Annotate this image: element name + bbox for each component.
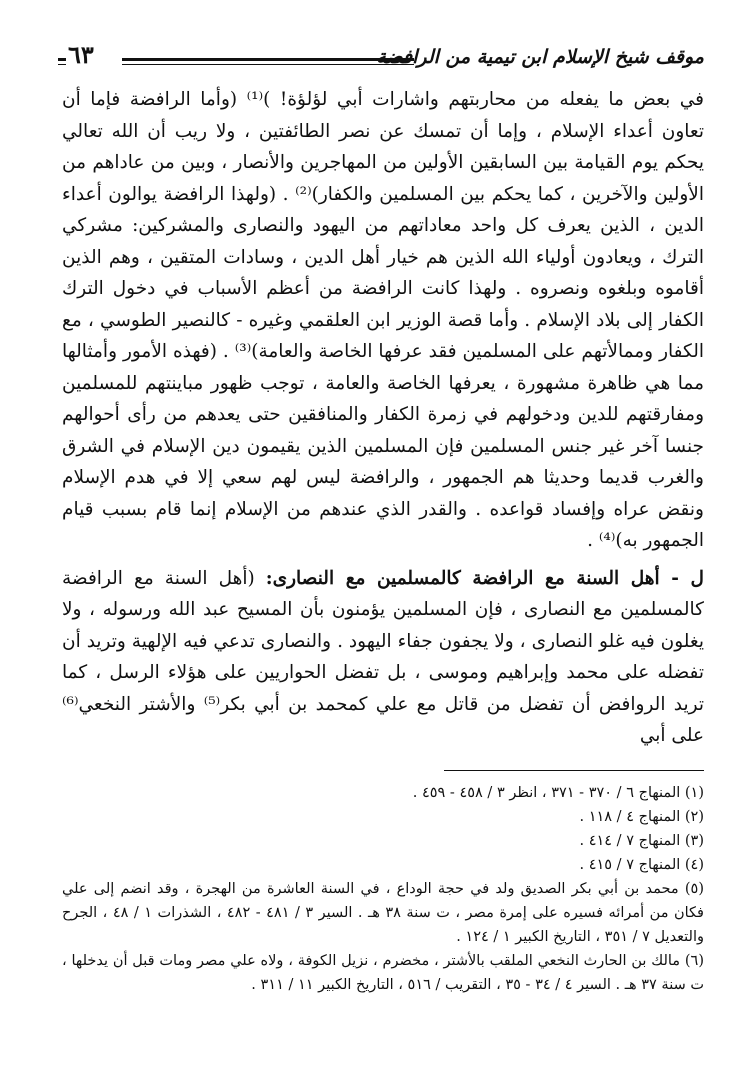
header-rule xyxy=(122,58,414,65)
main-text xyxy=(62,78,704,752)
header-title: موقف شيخ الإسلام ابن تيمية من الرافضة xyxy=(376,46,704,68)
paragraph-1: في بعض ما يفعله من محاربتهم واشارات أبي لؤلؤة! )⁽¹⁾ (وأما الرافضة فإما أن تعاون أعداء الإسلام ، وإما أن تمسك عن نصر الطائفتين ، ولا ريب أن الله تعالي يحكم يوم القيامة بين السابقين الأولين من المهاجرين والأنصار ، وبين من عاداهم من الأولين والآخرين ، كما يحكم بين المسلمين والكفار)⁽²⁾ . (ولهذا الرافضة يوالون أعداء الدين ، الذين يعرف كل واحد معاداتهم من اليهود والنصارى والمشركين: مشركي الترك ، ويعادون أولياء الله الذين هم خيار أهل الدين ، وسادات المتقين ، وهم الذين أقاموه وبلغوه ونصروه . ولهذا كانت الرافضة من أعظم الأسباب في دخول الترك الكفار إلى بلاد الإسلام . وأما قصة الوزير ابن العلقمي وغيره - كالنصير الطوسي ، مع الكفار وممالأتهم على المسلمين فقد عرفها الخاصة والعامة)⁽³⁾ . (فهذه الأمور وأمثالها مما هي ظاهرة مشهورة ، يعرفها الخاصة والعامة ، توجب ظهور مباينتهم للمسلمين ومفارقتهم للدين ودخولهم في زمرة الكفار والمنافقين حتى يعدهم من رأى أحوالهم جنسا آخر غير جنس المسلمين فإن المسلمين الذين يقيمون دين الإسلام في الشرق والغرب قديما وحديثا هم الجمهور ، والرافضة ليس لهم سعي إلا في هدم الإسلام ونقض عراه وإفساد قواعده . والقدر الذي عندهم من الإسلام إنما قام بسبب قيام الجمهور به)⁽⁴⁾ . xyxy=(62,89,705,551)
page-number: ٦٣ xyxy=(68,40,94,69)
section-heading: ل - أهل السنة مع الرافضة كالمسلمين مع النصارى: xyxy=(265,567,704,589)
footnotes xyxy=(62,781,704,997)
footnote: (١) المنهاج ٦ / ٣٧٠ - ٣٧١ ، انظر ٣ / ٤٥٨ - ٤٥٩ . xyxy=(412,784,704,801)
footnote: (٦) مالك بن الحارث النخعي الملقب بالأشتر ، مخضرم ، نزيل الكوفة ، ولاه علي مصر ومات قبل أن يدخلها ، ت سنة ٣٧ هـ . السير ٤ / ٣٤ - ٣٥ ، التقريب / ٥١٦ ، التاريخ الكبير ١١ / ٣١١ . xyxy=(62,952,704,993)
paragraph-2-text: (أهل السنة مع الرافضة كالمسلمين مع النصارى ، فإن المسلمين يؤمنون بأن المسيح عبد الله ورسوله ، ولا يغلون فيه غلو النصارى ، ولا يجفون جفاء اليهود . والنصارى تدعي فيه الإلهية وتريد أن تفضله على محمد وإبراهيم وموسى ، بل تفضل الحواريين على هؤلاء الرسل ، كما تريد الروافض أن تفضل من قاتل مع علي كمحمد بن أبي بكر⁽⁵⁾ والأشتر النخعي⁽⁶⁾ على أبي xyxy=(62,567,704,746)
running-header xyxy=(62,38,704,78)
footnote: (٥) محمد بن أبي بكر الصديق ولد في حجة الوداع ، في السنة العاشرة من الهجرة ، وقد انضم إلى علي فكان من أمرائه فسيره على إمرة مصر ، ت سنة ٣٨ هـ . السير ٣ / ٤٨١ - ٤٨٢ ، الشذرات ١ / ٤٨ ، الجرح والتعديل ٧ / ٣٥١ ، التاريخ الكبير ١ / ١٢٤ . xyxy=(62,880,704,945)
footnote: (٤) المنهاج ٧ / ٤١٥ . xyxy=(579,856,704,873)
header-rule-end xyxy=(58,58,66,65)
book-page xyxy=(62,38,704,1048)
footnote-separator xyxy=(444,770,704,771)
footnote: (٣) المنهاج ٧ / ٤١٤ . xyxy=(579,832,704,849)
footnote: (٢) المنهاج ٤ / ١١٨ . xyxy=(579,808,704,825)
paragraph-2 xyxy=(62,563,704,752)
